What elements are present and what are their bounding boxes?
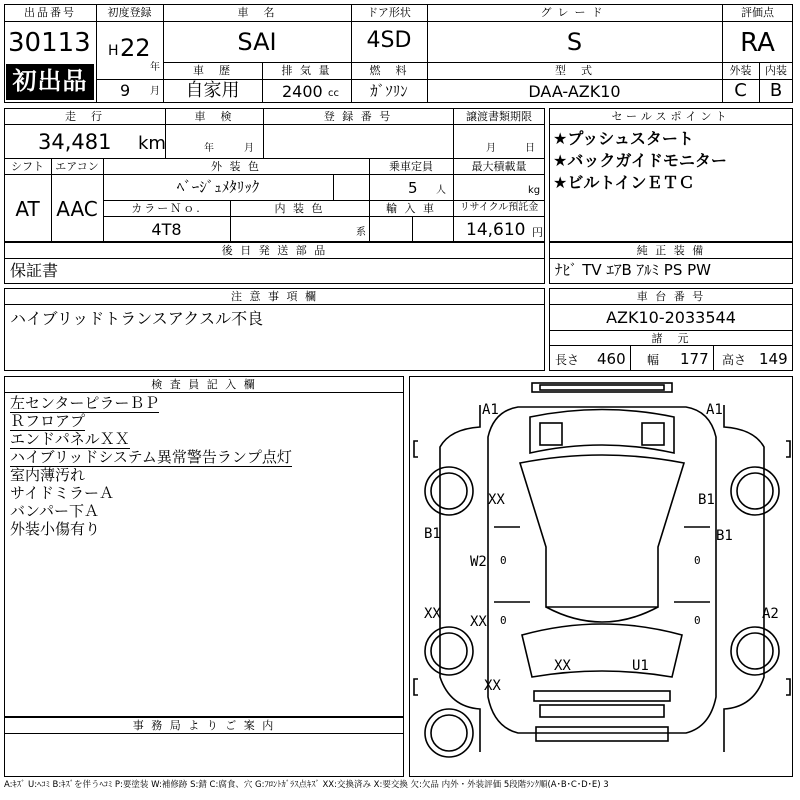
- door-label: ドア形状: [367, 6, 411, 19]
- office-label: 事 務 局 よ り ご 案 内: [132, 719, 276, 732]
- grade-value: S: [566, 28, 583, 56]
- score-label: 評価点: [741, 6, 774, 19]
- height-value: 149: [759, 350, 788, 368]
- capacity-label: 乗車定員: [389, 160, 433, 173]
- mileage-unit: km: [138, 133, 166, 154]
- damage-mark-a1-right: A1: [706, 402, 723, 418]
- recycle-label: リサイクル預託金: [459, 202, 539, 213]
- name-label: 車 名: [237, 6, 277, 19]
- mileage-label: 走 行: [65, 110, 104, 123]
- color-label: 外 装 色: [211, 160, 261, 173]
- damage-mark-b1-left: B1: [424, 526, 441, 542]
- inspector-line-8: 外装小傷有り: [10, 520, 101, 538]
- dims-label: 諸 元: [651, 332, 691, 345]
- reg-month-unit: 月: [150, 86, 160, 97]
- damage-mark-xx-front-left: XX: [488, 492, 505, 508]
- damage-mark-xx-rear-left: XX: [554, 658, 571, 674]
- inspector-label: 検 査 員 記 入 欄: [151, 378, 257, 391]
- history-label: 車 歴: [193, 64, 232, 77]
- lot-label: 出品番号: [24, 6, 76, 19]
- ac-label: エアコン: [55, 160, 99, 173]
- recycle-value: 14,610: [466, 220, 526, 240]
- transfer-label: 譲渡書類期限: [466, 110, 532, 123]
- equip-value: ﾅﾋﾞ TV ｴｱB ｱﾙﾐ PS PW: [555, 261, 711, 279]
- disp-label: 排 気 量: [281, 64, 332, 77]
- vehicle-details-block: [4, 108, 545, 242]
- first-listing-badge: 初出品: [6, 64, 94, 100]
- legend-text: A:ｷｽﾞ U:ﾍｺﾐ B:ｷｽﾞを伴うﾍｺﾐ P:要塗装 W:補修跡 S:錆 C:腐食、穴 G:ﾌﾛﾝﾄｶﾞﾗｽ点ｷｽﾞ XX:交換済み X:要交換 欠:欠品 内外・外装評価 5段階ﾗﾝｸ順(A･B･C･D･E) 3: [4, 780, 609, 790]
- weight-unit: kg: [528, 185, 541, 196]
- reg-label: 初度登録: [107, 6, 152, 19]
- damage-mark-b1-front-right: B1: [698, 492, 715, 508]
- disp-value: 2400: [282, 82, 323, 101]
- car-diagram-svg: [410, 377, 794, 778]
- damage-mark-xx-rear-quarter: XX: [484, 678, 501, 694]
- inspector-line-7: バンパー下Ａ: [10, 502, 99, 520]
- car-name: SAI: [237, 28, 277, 56]
- tire-mark-3: 0: [694, 554, 701, 567]
- capacity-value: 5: [408, 179, 418, 197]
- ac-value: AAC: [56, 197, 98, 221]
- int-grade: B: [769, 80, 783, 101]
- damage-mark-a2: A2: [762, 606, 779, 622]
- inspector-line-1: 左センターピラーＢＰ: [10, 394, 160, 412]
- transfer-day-unit: 日: [525, 143, 535, 154]
- inspector-line-3: エンドパネルＸＸ: [10, 430, 130, 448]
- length-value: 460: [597, 350, 626, 368]
- sales-point-1: ★プッシュスタート: [553, 129, 694, 148]
- import-label: 輸 入 車: [386, 202, 436, 215]
- width-label: 幅: [647, 353, 660, 367]
- lot-number: 30113: [8, 28, 91, 58]
- fuel-value: ｶﾞｿﾘﾝ: [370, 82, 408, 100]
- capacity-unit: 人: [436, 185, 446, 196]
- color-value: ﾍﾞｰｼﾞｭﾒﾀﾘｯｸ: [176, 178, 260, 196]
- mileage-value: 34,481: [38, 130, 112, 154]
- sales-point-3: ★ビルトインＥＴＣ: [553, 173, 695, 192]
- inspection-year-unit: 年: [204, 143, 214, 154]
- fuel-label: 燃 料: [369, 64, 409, 77]
- score-value: RA: [740, 28, 775, 58]
- shift-value: AT: [15, 197, 40, 221]
- color-no-value: 4T8: [151, 220, 182, 239]
- later-label: 後 日 発 送 部 品: [221, 244, 328, 257]
- inspector-line-4: ハイブリッドシステム異常警告ランプ点灯: [10, 448, 292, 466]
- damage-mark-xx-left-side: XX: [424, 606, 441, 622]
- notes-label: 注 意 事 項 欄: [231, 290, 318, 303]
- reg-era: H: [108, 43, 119, 59]
- reg-month: 9: [120, 81, 131, 100]
- ext-grade: C: [734, 80, 747, 101]
- inspector-line-5: 室内薄汚れ: [10, 466, 86, 484]
- notes-value: ハイブリッドトランスアクスル不良: [10, 309, 264, 328]
- history-value: 自家用: [185, 80, 240, 101]
- damage-mark-u1: U1: [632, 658, 649, 674]
- equip-label: 純 正 装 備: [636, 244, 706, 257]
- sales-point-2: ★バックガイドモニター: [553, 151, 727, 170]
- inspection-month-unit: 月: [244, 143, 254, 154]
- color-no-label: カラーＮｏ.: [131, 202, 202, 215]
- inspector-line-2: Ｒフロアプ: [10, 412, 86, 430]
- later-value: 保証書: [10, 261, 59, 280]
- damage-mark-b1-right: B1: [716, 528, 733, 544]
- model-label: 型 式: [555, 64, 594, 77]
- interior-unit: 系: [356, 227, 366, 238]
- inspector-line-6: サイドミラーＡ: [10, 484, 114, 502]
- width-value: 177: [680, 350, 709, 368]
- tire-mark-2: 0: [500, 614, 507, 627]
- tire-mark-1: 0: [500, 554, 507, 567]
- recycle-unit: 円: [532, 226, 543, 239]
- weight-label: 最大積載量: [471, 160, 527, 173]
- damage-mark-a1-left: A1: [482, 402, 499, 418]
- grade-label: グレード: [540, 6, 609, 19]
- damage-mark-xx-rear-door: XX: [470, 614, 487, 630]
- shift-label: シフト: [11, 160, 44, 173]
- interior-label: 内 装 色: [274, 202, 325, 215]
- length-label: 長さ: [555, 353, 580, 367]
- model-value: DAA-AZK10: [528, 82, 621, 101]
- plate-label: 登 録 番 号: [323, 110, 393, 123]
- reg-year: 22: [120, 34, 151, 62]
- ext-label: 外装: [729, 64, 752, 77]
- damage-mark-w2: W2: [470, 554, 487, 570]
- tire-mark-4: 0: [694, 614, 701, 627]
- inspection-label: 車 検: [194, 110, 234, 123]
- chassis-value: AZK10-2033544: [606, 308, 736, 327]
- int-label: 内装: [765, 64, 787, 77]
- chassis-label: 車 台 番 号: [636, 290, 706, 303]
- reg-year-unit: 年: [150, 62, 160, 73]
- disp-unit: cc: [328, 88, 339, 99]
- door-type: 4SD: [366, 28, 412, 53]
- car-diagram: [409, 376, 793, 777]
- height-label: 高さ: [722, 353, 747, 367]
- sales-label: セールスポイント: [611, 110, 731, 123]
- transfer-month-unit: 月: [486, 143, 496, 154]
